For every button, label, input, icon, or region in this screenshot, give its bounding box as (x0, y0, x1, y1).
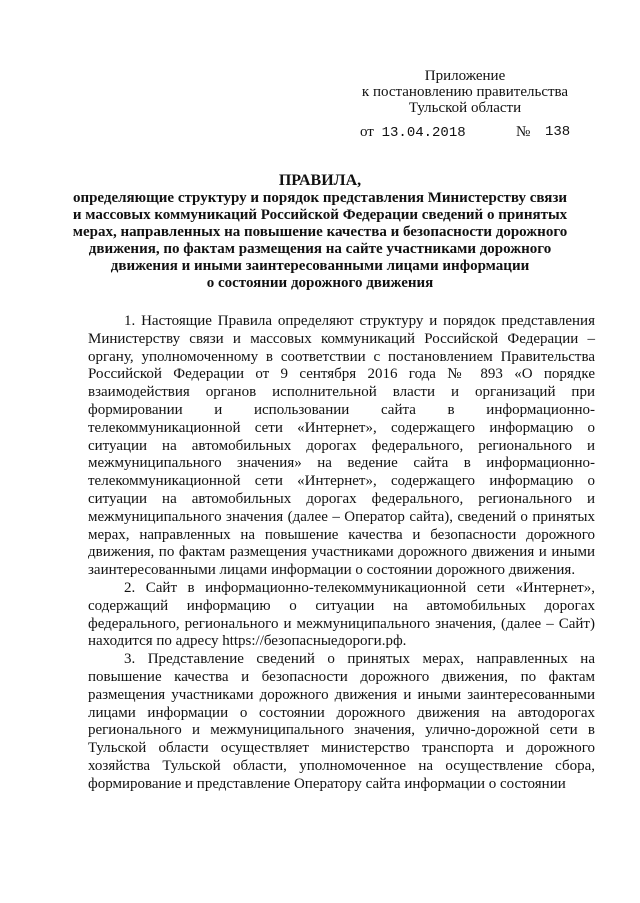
paragraph-line: размещения участниками дорожного движения и иными заинтересованными (88, 686, 595, 703)
appendix-header (350, 68, 580, 116)
title-main: ПРАВИЛА, (278, 172, 362, 189)
paragraph-line: телекоммуникационной сети «Интернет», содержащего информацию о (88, 419, 595, 436)
appendix-title: Приложение (424, 68, 506, 84)
title-line: и массовых коммуникаций Российской Федерации сведений о принятых (72, 207, 568, 223)
paragraph-line: 3. Представление сведений о принятых мерах, направленных на (124, 651, 595, 668)
order-date-number (360, 124, 571, 141)
title-line: определяющие структуру и порядок представления Министерству связи (72, 190, 568, 206)
paragraph-2 (88, 580, 595, 651)
title-line: о состоянии дорожного движения (206, 275, 434, 291)
title-line: движения, по фактам размещения на сайте участниками дорожного (88, 241, 552, 257)
date-prefix: от (360, 124, 374, 140)
number-sign: № (516, 124, 531, 140)
paragraph-line: регионального и межмуниципального значения, улично-дорожной сети в (88, 722, 595, 739)
order-date: 13.04.2018 (381, 125, 466, 141)
paragraph-line: движения, по фактам размещения участниками дорожного движения и иными (88, 544, 595, 561)
paragraph-line: ситуации на автомобильных дорогах федерального, регионального и (88, 490, 595, 507)
paragraph-line: федерального, регионального и межмуниципального значения, (далее – Сайт) (88, 615, 595, 632)
paragraph-1 (88, 313, 595, 580)
paragraph-line: хозяйства Тульской области, уполномоченное на осуществление сбора, (88, 757, 595, 774)
paragraph-3 (88, 651, 595, 793)
title-line: движения и иными заинтересованными лицами информации (110, 258, 530, 274)
paragraph-line: формировании и использовании сайта в информационно- (88, 401, 595, 418)
document-title (60, 172, 580, 292)
paragraph-line: мерах, направленных на повышение качества и безопасности дорожного (88, 526, 595, 543)
paragraph-line: заинтересованными лицами информации о состоянии дорожного движения. (88, 562, 576, 579)
paragraph-line: ситуации на автомобильных дорогах федерального, регионального и (88, 437, 595, 454)
paragraph-line: межмуниципального значения» на ведение сайта в информационно- (88, 455, 595, 472)
title-line: мерах, направленных на повышение качества и безопасности дорожного (72, 224, 568, 240)
paragraph-line: взаимодействия органов исполнительной власти и организаций при (88, 384, 595, 401)
paragraph-line: межмуниципального значения (далее – Оператор сайта), сведений о принятых (88, 508, 595, 525)
paragraph-line: формирование и представление Оператору сайта информации о состоянии (88, 775, 566, 792)
paragraph-line: 2. Сайт в информационно-телекоммуникационной сети «Интернет», (124, 579, 595, 596)
paragraph-line: содержащий информацию о ситуации на автомобильных дорогах (88, 597, 595, 614)
paragraph-line: находится по адресу https://безопасныедороги.рф. (88, 633, 407, 650)
paragraph-line: повышение качества и безопасности дорожного движения, по фактам (88, 668, 595, 685)
paragraph-line: телекоммуникационной сети «Интернет», содержащего информацию о (88, 473, 595, 490)
appendix-resolution: к постановлению правительства (361, 84, 569, 100)
paragraph-line: Тульской области осуществляет министерство транспорта и дорожного (88, 740, 595, 757)
paragraph-line: 1. Настоящие Правила определяют структуру и порядок представления (124, 313, 595, 329)
paragraph-line: Российской Федерации от 9 сентября 2016 года № 893 «О порядке (88, 366, 595, 383)
paragraph-line: органу, уполномоченному в соответствии с постановлением Правительства (88, 348, 595, 365)
document-body (88, 313, 595, 794)
order-number: 138 (545, 124, 571, 140)
paragraph-line: Министерству связи и массовых коммуникаций Российской Федерации – (88, 330, 595, 347)
appendix-region: Тульской области (408, 100, 522, 116)
paragraph-line: лицами информации о состоянии дорожного движения на автодорогах (88, 704, 595, 721)
